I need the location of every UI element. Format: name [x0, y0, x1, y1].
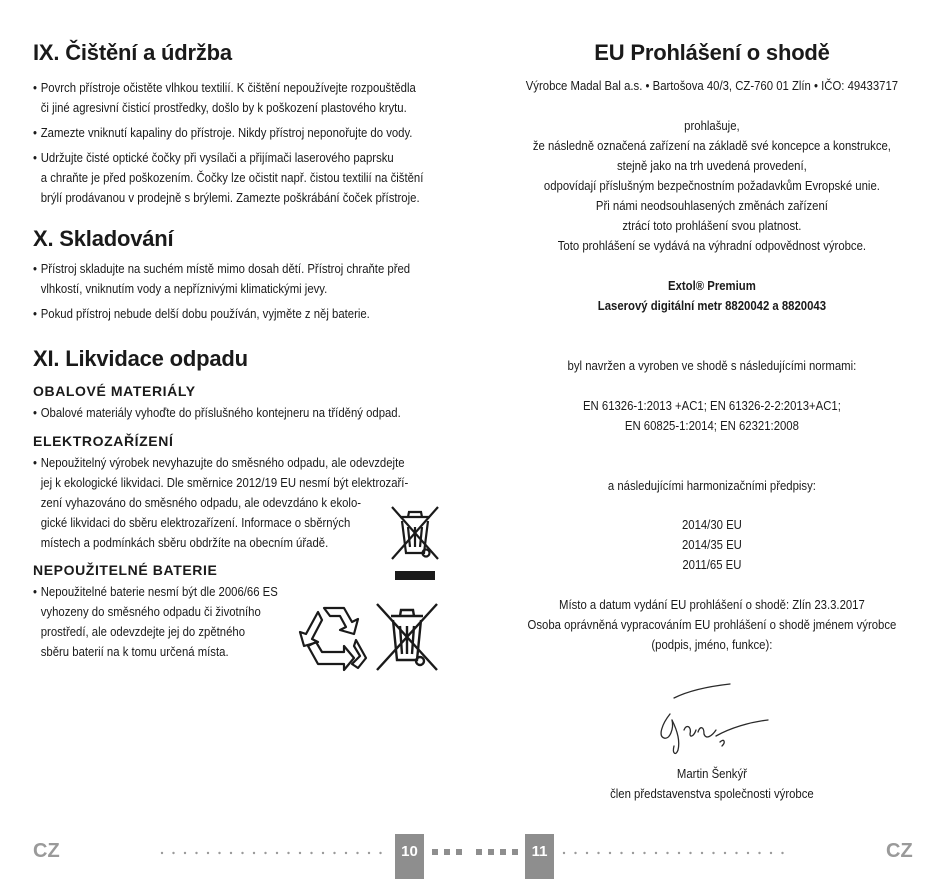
footer-dot — [655, 852, 657, 854]
footer-dot — [218, 852, 220, 854]
crossed-wheelie-bin-icon — [388, 505, 442, 583]
list-item: • Udržujte čisté optické čočky při vysílači a přijímači laserového paprsku a chraňte je před poškozením. Čočky lze očistit např. čistou textilií na čištění brýlí prodávanou v prodejně s brýlemi. Zamezte poškrábání čoček přístroje. — [33, 150, 424, 205]
footer-dot — [253, 852, 255, 854]
norms-intro: byl navržen a vyroben ve shodě s následujícími normami: — [567, 358, 857, 373]
footer-dot — [735, 852, 737, 854]
list-item: • Přístroj skladujte na suchém místě mimo dosah dětí. Přístroj chraňte před vlhkostí, vniknutím vody a nepříznivými klimatickými jevy. — [33, 261, 411, 296]
footer-dot — [666, 852, 668, 854]
footer-dot — [310, 852, 312, 854]
footer-dot — [563, 852, 565, 854]
footer-dot — [678, 852, 680, 854]
section-ix-title: IX. Čištění a údržba — [33, 40, 232, 65]
list-item: • Nepoužitelné baterie nesmí být dle 2006/66 ES vyhozeny do směsného odpadu či životního prostředí, ale odevzdejte jej do zpětného sběru baterií na k tomu určená místa. — [33, 584, 278, 659]
place-date: Místo a datum vydání EU prohlášení o shodě: Zlín 23.3.2017 — [559, 597, 865, 612]
footer-dot — [620, 852, 622, 854]
list-item: • Pokud přístroj nebude delší dobu používán, vyjměte z něj baterie. — [33, 306, 370, 321]
footer-dot — [333, 852, 335, 854]
footer-dot — [609, 852, 611, 854]
electro-heading: ELEKTROZAŘÍZENÍ — [33, 433, 174, 449]
footer-dot — [758, 852, 760, 854]
language-code-right: CZ — [886, 840, 913, 862]
list-item: • Obalové materiály vyhoďte do příslušného kontejneru na tříděný odpad. — [33, 405, 401, 420]
footer-dot — [356, 852, 358, 854]
section-x-list — [33, 259, 453, 324]
footer-dot — [368, 852, 370, 854]
footer-dot — [184, 852, 186, 854]
footer-dot — [701, 852, 703, 854]
footer-dot — [172, 852, 174, 854]
footer-dots-left — [160, 851, 392, 855]
signature — [650, 680, 776, 760]
section-x-title: X. Skladování — [33, 226, 174, 251]
footer-dot — [586, 852, 588, 854]
section-ix-list — [33, 78, 453, 208]
recycling-icon — [296, 602, 372, 674]
list-item: • Nepoužitelný výrobek nevyhazujte do směsného odpadu, ale odevzdejte jej k ekologické likvidaci. Dle směrnice 2012/19 EU nesmí být elektrozaří- zení vyhazováno do směsného odpadu, ale odevzdáno k ekolo- gické likvidaci do sběru elektrozařízení. Informace o sběrných místech a podmínkách sběru obdržíte na obecním úřadě. — [33, 455, 409, 550]
page-number-right: 11 — [525, 834, 554, 879]
footer-dot — [276, 852, 278, 854]
footer-dot — [207, 852, 209, 854]
footer-dots-right — [562, 851, 794, 855]
footer-dot — [379, 852, 381, 854]
footer-center-bars — [430, 849, 520, 855]
crossed-battery-bin-icon — [373, 602, 441, 674]
section-xi-title: XI. Likvidace odpadu — [33, 346, 248, 371]
footer-dot — [689, 852, 691, 854]
manufacturer-line: Výrobce Madal Bal a.s. • Bartošova 40/3, CZ-760 01 Zlín • IČO: 49433717 — [525, 78, 899, 93]
footer-dot — [632, 852, 634, 854]
footer-dot — [230, 852, 232, 854]
footer-dot — [724, 852, 726, 854]
signer-name: Martin Šenkýř — [677, 766, 747, 781]
product-brand: Extol® Premium — [668, 278, 756, 293]
list-item: • Zamezte vniknutí kapaliny do přístroje. Nikdy přístroj neponořujte do vody. — [33, 125, 413, 140]
footer-dot — [643, 852, 645, 854]
footer-dot — [770, 852, 772, 854]
footer-dot — [161, 852, 163, 854]
signer-role: člen představenstva společnosti výrobce — [610, 786, 814, 801]
product-block — [500, 276, 924, 316]
regulations-intro: a následujícími harmonizačními předpisy: — [607, 478, 817, 493]
language-code-left: CZ — [33, 840, 60, 862]
footer-dot — [747, 852, 749, 854]
footer-dot — [241, 852, 243, 854]
regulations-list: 2014/30 EU 2014/35 EU 2011/65 EU — [682, 517, 742, 572]
page-number-left: 10 — [395, 834, 424, 879]
footer-dot — [574, 852, 576, 854]
right-page: EU Prohlášení o shodě Výrobce Madal Bal a.s. • Bartošova 40/3, CZ-760 01 Zlín • IČO: 49433717 prohlašuje, že následně označená zařízení na základě své koncepce a konstrukce, stejně jako na trh uvedená provedení, odpovídají příslušným bezpečnostním požadavkům Evropské unie. Při námi neodsouhlasených změnách zařízení ztrácí toto prohlášení svou platnost. Toto prohlášení se vydává na výhradní odpovědnost výrobce. Extol® Premium Laserový digitální metr 8820042 a 8820043 byl navržen a vyroben ve shodě s následujícími normami: EN 61326-1:2013 +AC1; EN 61326-2-2:2013+AC1; EN 60825-1:2014; EN 62321:2008 a následujícími harmonizačními předpisy: 2014/30 EU 2014/35 EU 2011/65 EU Místo a datum vydání EU prohlášení o shodě: Zlín 23.3.2017 Osoba oprávněná vypracováním EU prohlášení o shodě jménem výrobce (podpis, jméno, funkce): — [500, 40, 924, 655]
footer-dot — [712, 852, 714, 854]
signer-block — [500, 764, 924, 804]
footer-dot — [195, 852, 197, 854]
footer-dot — [322, 852, 324, 854]
footer-dot — [264, 852, 266, 854]
packaging-heading: OBALOVÉ MATERIÁLY — [33, 383, 196, 399]
declaration-text: prohlašuje, že následně označená zařízení na základě své koncepce a konstrukce, stejně jako na trh uvedená provedení, odpovídají příslušným bezpečnostním požadavkům Evropské unie. Při námi neodsouhlasených změnách zařízení ztrácí toto prohlášení svou platnost. Toto prohlášení se vydává na výhradní odpovědnost výrobce. — [532, 118, 892, 253]
declaration-title: EU Prohlášení o shodě — [594, 40, 830, 65]
footer-dot — [299, 852, 301, 854]
battery-heading: NEPOUŽITELNÉ BATERIE — [33, 562, 218, 578]
list-item: • Povrch přístroje očistěte vlhkou textilií. K čištění nepoužívejte rozpouštědla či jiné agresivní čisticí prostředky, došlo by k poškození plastového krytu. — [33, 80, 416, 115]
norms-list: EN 61326-1:2013 +AC1; EN 61326-2-2:2013+AC1; EN 60825-1:2014; EN 62321:2008 — [583, 398, 841, 433]
footer-dot — [287, 852, 289, 854]
footer-dot — [781, 852, 783, 854]
footer-dot — [597, 852, 599, 854]
product-name: Laserový digitální metr 8820042 a 8820043 — [597, 298, 827, 313]
footer-dot — [345, 852, 347, 854]
